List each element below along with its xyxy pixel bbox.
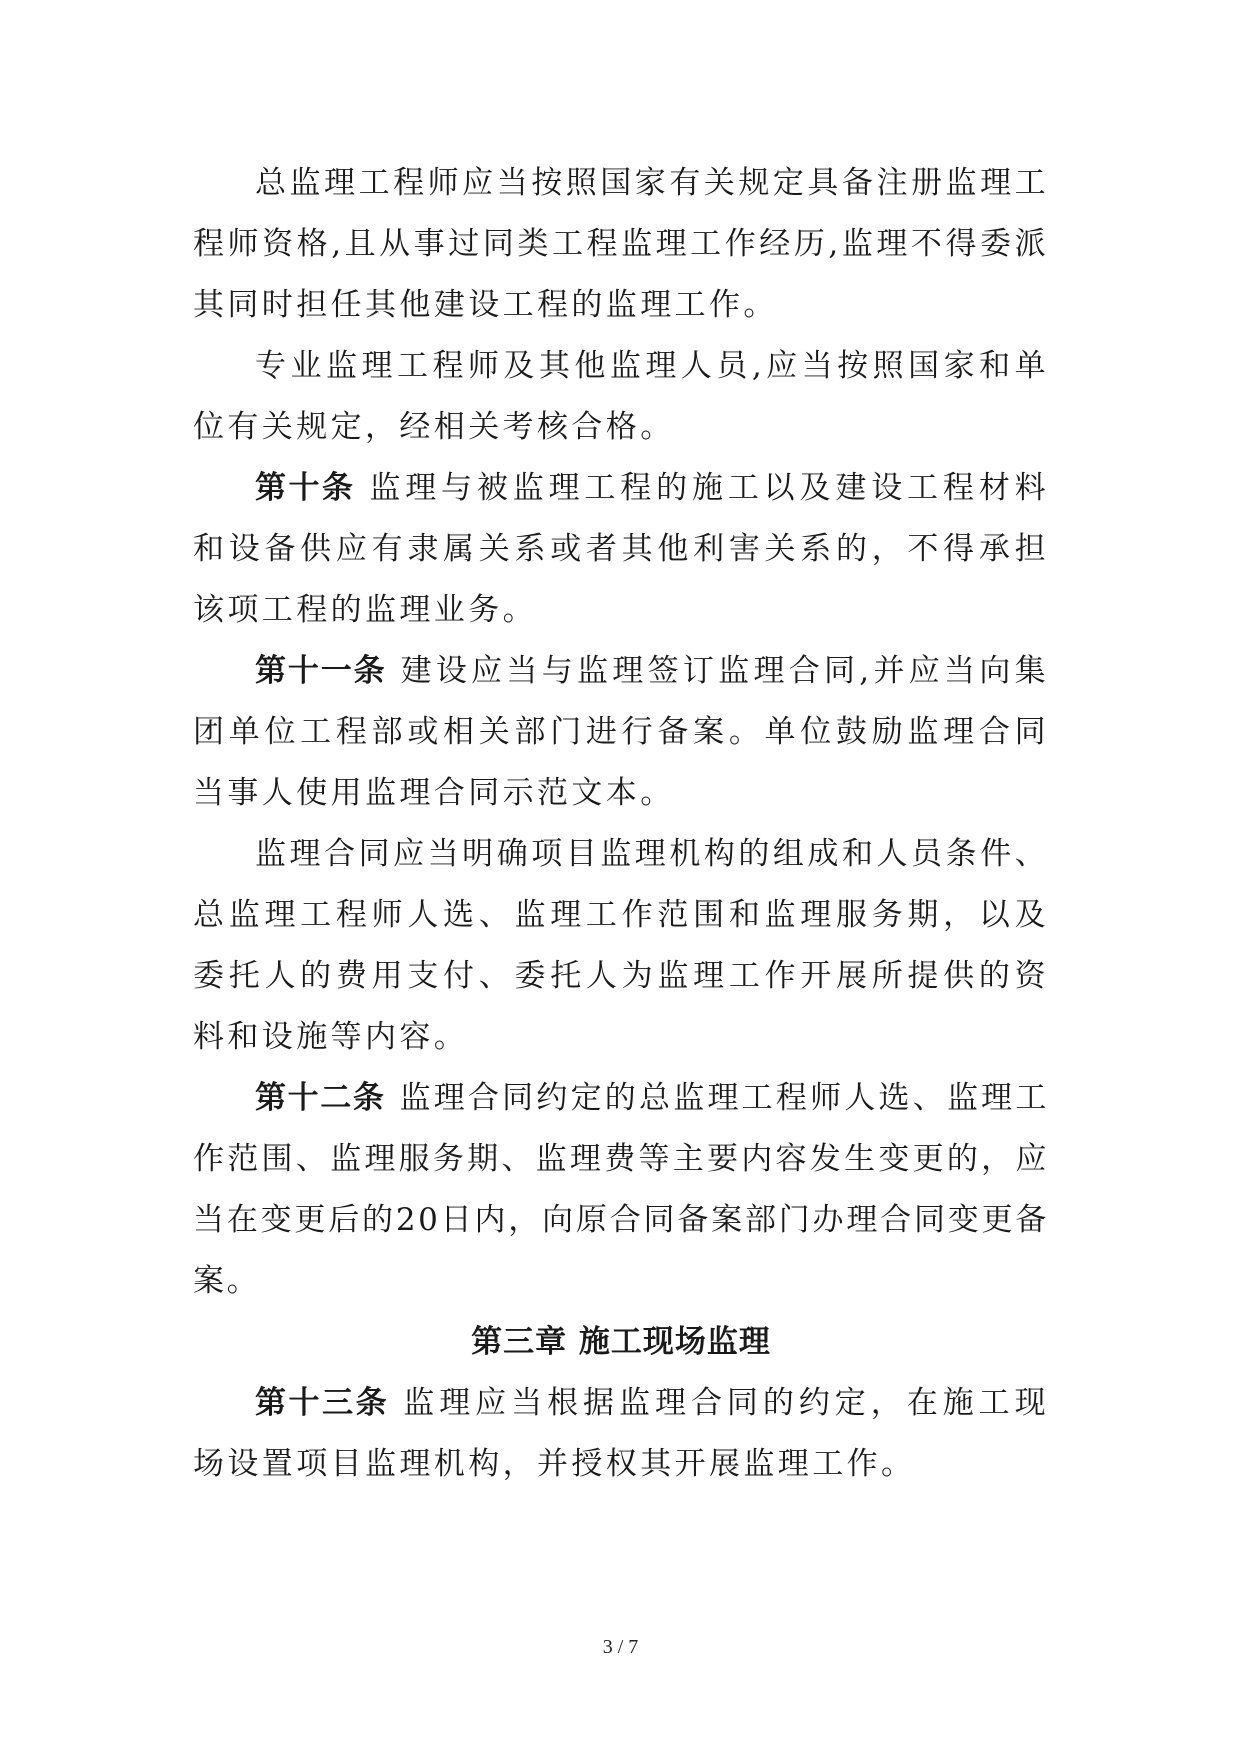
- paragraph: 监理合同应当明确项目监理机构的组成和人员条件、总监理工程师人选、监理工作范围和监理服务期，以及委托人的费用支付、委托人为监理工作开展所提供的资料和设施等内容。: [193, 836, 1049, 1055]
- article-number: 第十二条: [255, 1080, 386, 1116]
- article-text: 建设应当与监理签订监理合同,并应当向集团单位工程部或相关部门进行备案。单位鼓励监理合同当事人使用监理合同示范文本。: [193, 653, 1050, 811]
- article-text: 监理与被监理工程的施工以及建设工程材料和设备供应有隶属关系或者其他利害关系的，不得承担该项工程的监理业务。: [193, 470, 1049, 628]
- article-number: 第十条: [255, 470, 356, 506]
- document-body: [193, 153, 1049, 1495]
- article-paragraph: [193, 1068, 1049, 1312]
- article-number: 第十一条: [255, 653, 387, 689]
- paragraph: 总监理工程师应当按照国家有关规定具备注册监理工程师资格,且从事过同类工程监理工作经历,监理不得委派其同时担任其他建设工程的监理工作。: [193, 165, 1049, 323]
- article-paragraph: [193, 458, 1049, 641]
- page-number: 3 / 7: [602, 1636, 639, 1658]
- paragraph: 专业监理工程师及其他监理人员,应当按照国家和单位有关规定，经相关考核合格。: [193, 348, 1049, 445]
- article-paragraph: [193, 1373, 1049, 1495]
- article-paragraph: [193, 641, 1049, 824]
- article-text: 监理应当根据监理合同的约定，在施工现场设置项目监理机构，并授权其开展监理工作。: [193, 1385, 1049, 1482]
- chapter-heading: 第三章 施工现场监理: [471, 1324, 771, 1360]
- article-text: 监理合同约定的总监理工程师人选、监理工作范围、监理服务期、监理费等主要内容发生变更的，应当在变更后的20日内，向原合同备案部门办理合同变更备案。: [193, 1080, 1050, 1299]
- article-number: 第十三条: [255, 1385, 390, 1421]
